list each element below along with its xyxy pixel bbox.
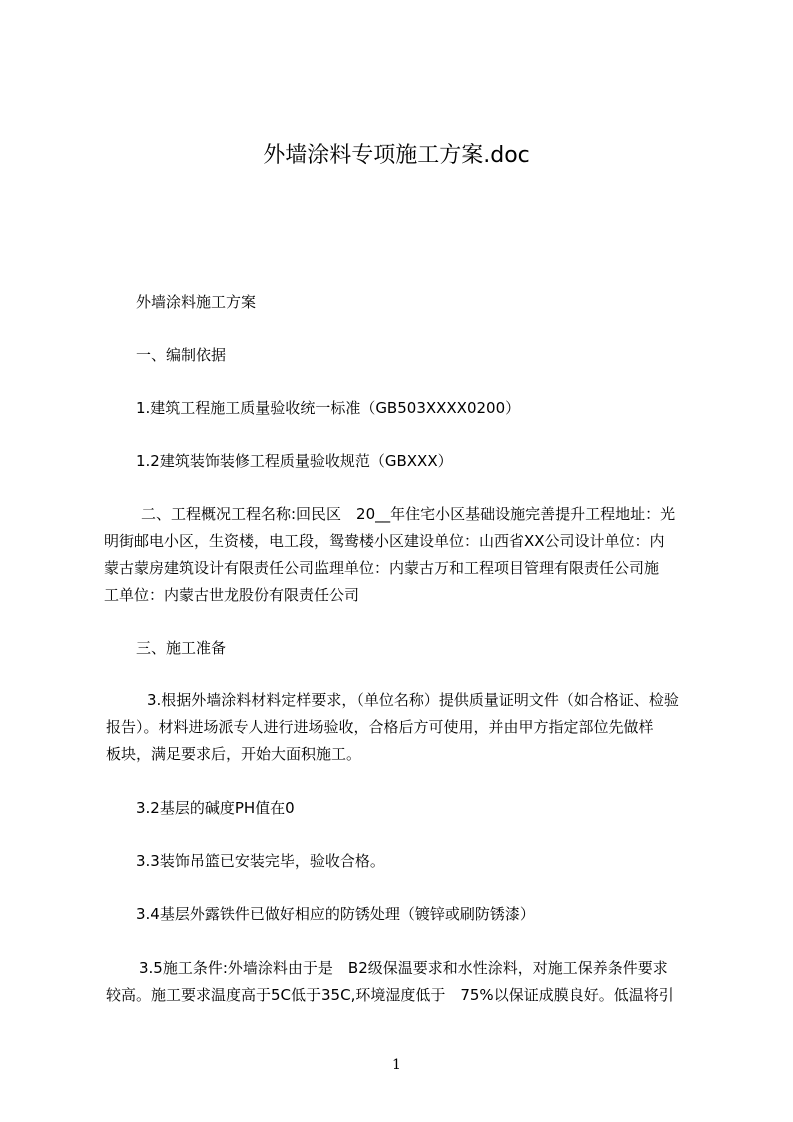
section-3-title: 三、施工准备 [136,639,227,657]
section-2-line-1: 二、工程概况工程名称:回民区 20__年住宅小区基础设施完善提升工程地址：光 [141,505,676,523]
section-3-item-4: 3.4基层外露铁件已做好相应的防锈处理（镀锌或刷防锈漆） [136,905,535,923]
section-3-item-1-line-3: 板块，满足要求后，开始大面积施工。 [106,745,362,763]
section-1-item-1: 1.建筑工程施工质量验收统一标准（GB503XXXX0200） [136,399,521,417]
document-title: 外墙涂料专项施工方案.doc [263,143,530,168]
document-heading: 外墙涂料施工方案 [136,293,257,311]
section-1-item-2: 1.2建筑装饰装修工程质量验收规范（GBXXX） [136,452,453,470]
section-3-item-1-line-1: 3.根据外墙涂料材料定样要求，（单位名称）提供质量证明文件（如合格证、检验 [147,691,679,709]
section-3-item-5-line-2: 较高。施工要求温度高于5C低于35C,环境湿度低于 75%以保证成膜良好。低温将引 [106,986,674,1004]
section-2-line-3: 蒙古蒙房建筑设计有限责任公司监理单位：内蒙古万和工程项目管理有限责任公司施 [104,559,660,577]
section-3-item-5-line-1: 3.5施工条件:外墙涂料由于是 B2级保温要求和水性涂料，对施工保养条件要求 [139,959,668,977]
section-2-line-4: 工单位：内蒙古世龙股份有限责任公司 [104,586,360,604]
page-number: 1 [392,1057,401,1073]
section-1-title: 一、编制依据 [136,346,227,364]
section-3-item-3: 3.3装饰吊篮已安装完毕，验收合格。 [136,852,385,870]
section-2-line-2: 明街邮电小区，生资楼，电工段，鸳鸯楼小区建设单位：山西省XX公司设计单位：内 [104,532,665,550]
section-3-item-1-line-2: 报告）。材料进场派专人进行进场验收，合格后方可使用，并由甲方指定部位先做样 [106,718,654,736]
section-3-item-2: 3.2基层的碱度PH值在0 [136,799,295,817]
